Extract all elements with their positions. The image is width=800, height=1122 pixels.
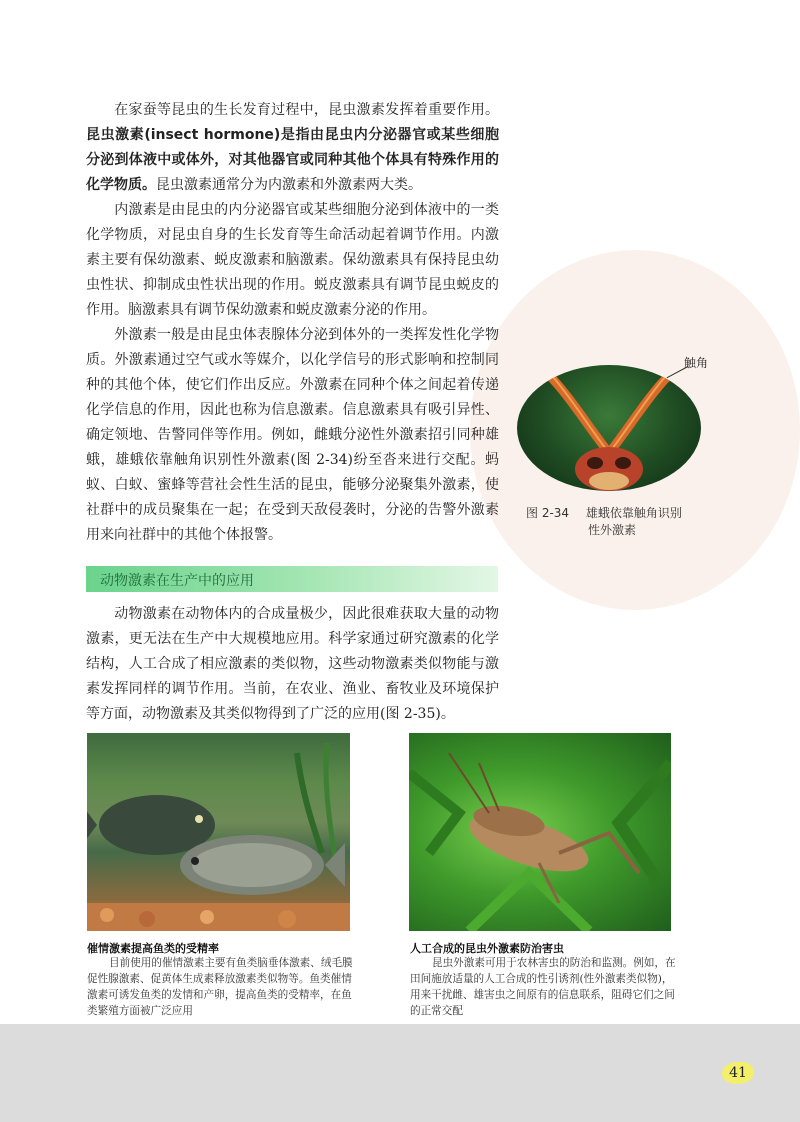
fish-panel-body: 目前使用的催情激素主要有鱼类脑垂体激素、绒毛膜促性腺激素、促黄体生成素释放激素类似物等。鱼类催情激素可诱发鱼类的发情和产卵，提高鱼类的受精率，在鱼类繁殖方面被广泛应用 xyxy=(87,957,353,1017)
paragraph-pheromones xyxy=(86,323,499,548)
footer-band xyxy=(0,1024,800,1122)
paragraph-insect-hormone-intro xyxy=(86,98,499,198)
insect-panel-body: 昆虫外激素可用于农林害虫的防治和监测。例如，在田间施放适量的人工合成的性引诱剂(性外激素类似物)，用来干扰雌、雄害虫之间原有的信息联系，阻碍它们之间的正常交配 xyxy=(410,957,676,1017)
p4-text: 动物激素在动物体内的合成量极少，因此很难获取大量的动物激素，更无法在生产中大规模地应用。科学家通过研究激素的化学结构，人工合成了相应激素的类似物，这些动物激素类似物能与激素发挥同样的调节作用。当前，在农业、渔业、畜牧业及环境保护等方面，动物激素及其类似物得到了广泛的应用(图 2-35)。 xyxy=(86,606,499,722)
fish-illustration xyxy=(87,733,350,931)
paragraph-hormone-applications xyxy=(86,602,499,727)
figure-2-34-caption xyxy=(526,505,682,539)
section-heading: 动物激素在生产中的应用 xyxy=(100,573,254,589)
p1-text-b: 昆虫激素通常分为内激素和外激素两大类。 xyxy=(156,177,422,193)
grasshopper-illustration xyxy=(409,733,671,931)
grasshopper-photo xyxy=(409,733,671,931)
p1-definition-bold: 昆虫激素(insect hormone)是指由昆虫内分泌器官或某些细胞分泌到体液中或体外，对其他器官或同种其他个体具有特殊作用的化学物质。 xyxy=(86,127,499,193)
p3-text: 外激素一般是由昆虫体表腺体分泌到体外的一类挥发性化学物质。外激素通过空气或水等媒介，以化学信号的形式影响和控制同种的其他个体，使它们作出反应。外激素在同种个体之间起着传递化学信息的作用，因此也称为信息激素。信息激素具有吸引异性、确定领地、告警同伴等作用。例如，雌蛾分泌性外激素招引同种雄蛾，雄蛾依靠触角识别性外激素(图 2-34)纷至沓来进行交配。蚂蚁、白蚁、蜜蜂等营社会性生活的昆虫，能够分泌聚集外激素，使社群中的成员聚集在一起；在受到天敌侵袭时，分泌的告警外激素用来向社群中的其他个体报警。 xyxy=(86,327,499,543)
figure-caption-line2: 性外激素 xyxy=(588,523,637,537)
fish-photo xyxy=(87,733,350,931)
fish-panel-title: 催情激素提高鱼类的受精率 xyxy=(87,942,219,955)
p1-text-a: 在家蚕等昆虫的生长发育过程中，昆虫激素发挥着重要作用。 xyxy=(114,102,499,118)
paragraph-endocrine-hormones xyxy=(86,198,499,323)
section-heading-bar xyxy=(86,566,498,592)
page-number: 41 xyxy=(722,1062,754,1084)
moth-antenna-photo xyxy=(517,365,701,491)
p2-text: 内激素是由昆虫的内分泌器官或某些细胞分泌到体液中的一类化学物质，对昆虫自身的生长发育等生命活动起着调节作用。内激素主要有保幼激素、蜕皮激素和脑激素。保幼激素具有保持昆虫幼虫性状、抑制成虫性状出现的作用。蜕皮激素具有调节昆虫蜕皮的作用。脑激素具有调节保幼激素和蜕皮激素分泌的作用。 xyxy=(86,202,499,318)
antenna-label: 触角 xyxy=(684,356,709,370)
moth-illustration xyxy=(517,365,701,491)
figure-caption-line1: 雄蛾依靠触角识别 xyxy=(585,506,682,520)
figure-number: 图 2-34 xyxy=(526,506,570,520)
insect-panel-title: 人工合成的昆虫外激素防治害虫 xyxy=(410,942,564,955)
